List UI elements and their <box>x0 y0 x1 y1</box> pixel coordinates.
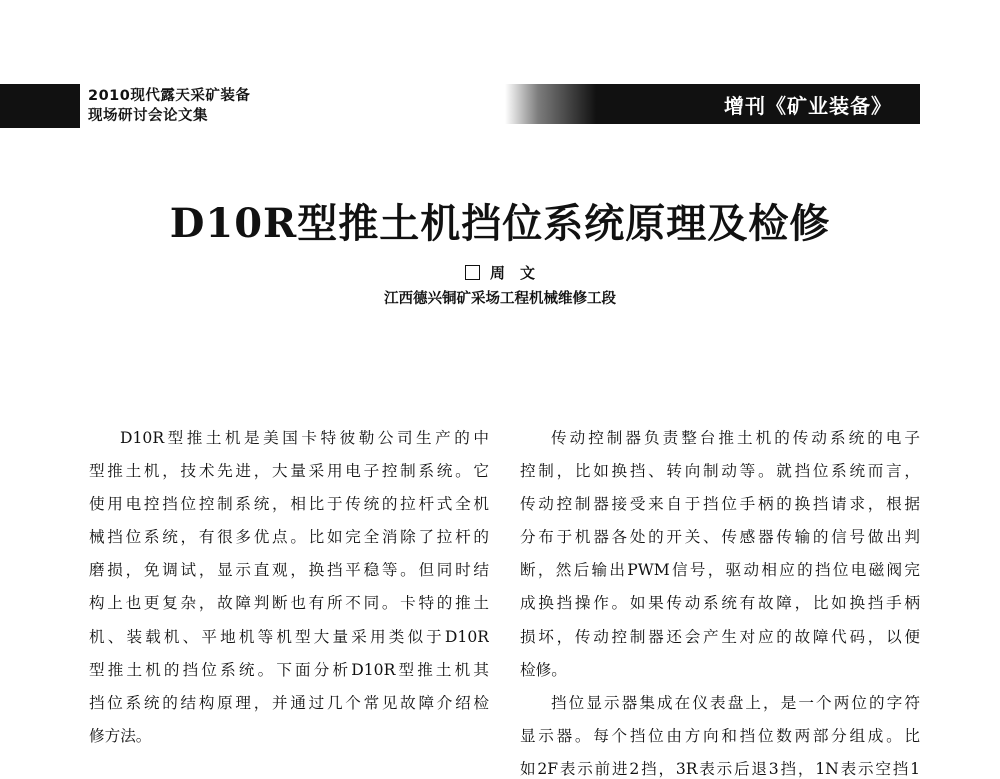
body-line: 构上也更复杂，故障判断也有所不同。卡特的推土 <box>89 594 489 613</box>
header-left-bar <box>0 84 80 128</box>
body-line: 传动控制器接受来自于挡位手柄的换挡请求，根据 <box>520 495 920 514</box>
body-line: 控制，比如换挡、转向制动等。就挡位系统而言， <box>520 462 920 481</box>
author-box-icon <box>465 265 480 280</box>
author-line <box>0 262 1000 283</box>
series-title-line-2: 现场研讨会论文集 <box>88 108 208 124</box>
body-line: 磨损，免调试，显示直观，换挡平稳等。但同时结 <box>89 561 489 580</box>
body-line: 使用电控挡位控制系统，相比于传统的拉杆式全机 <box>89 495 489 514</box>
body-column-right <box>520 422 920 779</box>
body-line: 修方法。 <box>89 726 152 745</box>
body-line: 械挡位系统，有很多优点。比如完全消除了拉杆的 <box>89 528 489 547</box>
author-name: 周 文 <box>489 264 535 282</box>
body-line: 显示器。每个挡位由方向和挡位数两部分组成。比 <box>520 726 920 745</box>
body-line: 分布于机器各处的开关、传感器传输的信号做出判 <box>520 528 920 547</box>
series-title-line-1: 2010现代露天采矿装备 <box>88 88 251 104</box>
body-line: 传动控制器负责整台推土机的传动系统的电子 <box>551 429 920 447</box>
body-line: 检修。 <box>520 660 567 679</box>
journal-band-label: 增刊《矿业装备》 <box>724 94 892 118</box>
body-line: 挡位显示器集成在仪表盘上，是一个两位的字符 <box>551 693 920 712</box>
body-line: D10R型推土机是美国卡特彼勒公司生产的中 <box>120 429 489 447</box>
journal-band <box>505 84 920 124</box>
body-line: 型推土机的挡位系统。下面分析D10R型推土机其 <box>89 660 489 679</box>
author-affiliation: 江西德兴铜矿采场工程机械维修工段 <box>384 290 616 307</box>
body-line: 断，然后输出PWM信号，驱动相应的挡位电磁阀完 <box>520 561 920 580</box>
body-line: 挡位系统的结构原理，并通过几个常见故障介绍检 <box>89 693 489 712</box>
body-line: 如2F表示前进2挡，3R表示后退3挡，1N表示空挡1 <box>520 759 920 778</box>
body-line: 型推土机，技术先进，大量采用电子控制系统。它 <box>89 462 489 481</box>
series-title <box>88 86 250 126</box>
body-line: 成换挡操作。如果传动系统有故障，比如换挡手柄 <box>520 594 920 613</box>
body-line: 机、装载机、平地机等机型大量采用类似于D10R <box>89 627 489 646</box>
body-line: 损坏，传动控制器还会产生对应的故障代码，以便 <box>520 627 920 646</box>
article-title: D10R型推土机挡位系统原理及检修 <box>169 200 831 247</box>
body-column-left <box>89 422 489 753</box>
